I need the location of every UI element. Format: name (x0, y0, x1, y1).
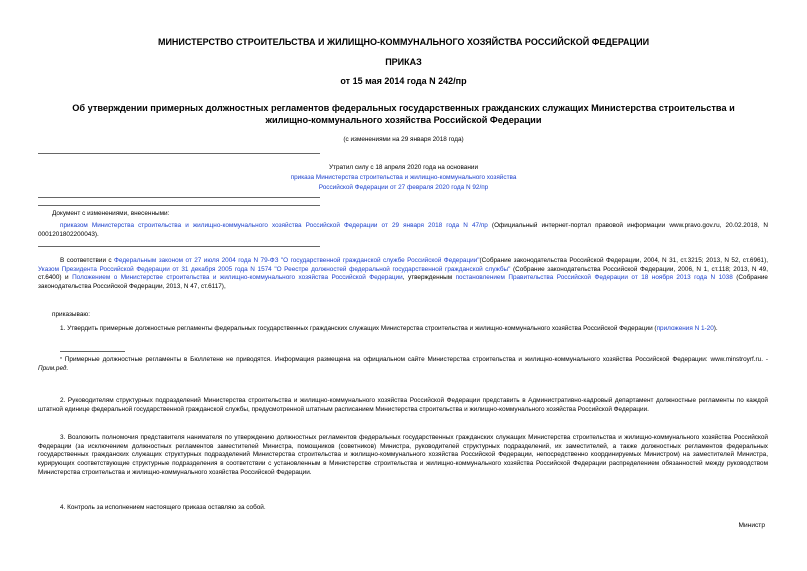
item-3: 3. Возложить полномочия представителя нанимателя по утверждению должностных регламентов федеральных государственных гражданских служащих Министерства строительства и жилищно-коммунального хозяйства Российской Федерации (за исключением должностных регламентов заместителей Министра, помощников (советников) Министра, руководителей структурных подразделений, их заместителей, а также должностных регламентов федеральных государственных гражданских служащих структурных подразделений Министерства строительства и жилищно-коммунального хозяйства Российской Федерации, непосредственно координируемых Министром) на заместителей Министра, курирующих соответствующие структурные подразделения в соответствии с установленным в Министерстве строительства и жилищно-коммунального хозяйства Российской Федерации распределением обязанностей между руководством Министерства строительства и жилищно-коммунального хозяйства Российской Федерации. (38, 434, 768, 476)
order-word: приказываю: (52, 311, 90, 318)
amendments-paragraph: приказом Министерства строительства и жилищно-коммунального хозяйства Российской Федерации от 29 января 2018 года N 47/пр (Официальный интернет-портал правовой информации www.pravo.gov.ru, 20.02.2018, N 0001201802200043). (38, 222, 768, 238)
amendments-label: Документ с изменениями, внесенными: (52, 210, 170, 217)
law-link[interactable]: Федеральным законом от 27 июля 2004 года N 79-ФЗ "О государственной гражданской службе Российской Федерации" (114, 257, 480, 264)
amendment-note: (с изменениями на 29 января 2018 года) (343, 136, 464, 143)
divider (38, 153, 320, 154)
signature: Министр (738, 522, 765, 529)
resolution-link[interactable]: постановлением Правительства Российской Федерации от 18 ноября 2013 года N 1038 (455, 274, 733, 282)
preamble-paragraph: В соответствии с Федеральным законом от 27 июля 2004 года N 79-ФЗ "О государственной гражданской службе Российской Федерации"(Собрание законодательства Российской Федерации, 2004, N 31, ст.3215; 2013, N 52, ст.6961), Указом Президента Российской Федерации от 31 декабря 2005 года N 1574 "О Реестре должностей федеральной государственной гражданской службы" (Собрание законодательства Российской Федерации, 2006, N 1, ст.118; 2013, N 49, ст.6400) и Положением о Министерстве строительства и жилищно-коммунального хозяйства Российской Федерации, утвержденным постановлением Правительства Российской Федерации от 18 ноября 2013 года N 1038 (Собрание законодательства Российской Федерации, 2013, N 47, ст.6117), (38, 257, 769, 291)
ministry-heading: МИНИСТЕРСТВО СТРОИТЕЛЬСТВА И ЖИЛИЩНО-КОММУНАЛЬНОГО ХОЗЯЙСТВА РОССИЙСКОЙ ФЕДЕРАЦИИ (157, 37, 650, 47)
doc-date: от 15 мая 2014 года N 242/пр (340, 76, 467, 86)
doc-type: ПРИКАЗ (385, 57, 422, 67)
repeal-link-1[interactable]: приказа Министерства строительства и жилищно-коммунального хозяйства (290, 174, 517, 181)
amendment-link[interactable]: приказом Министерства строительства и жилищно-коммунального хозяйства Российской Федерации от 29 января 2018 года N 47/пр (60, 222, 488, 229)
doc-title: Об утверждении примерных должностных регламентов федеральных государственных гражданских служащих Министерства строительства и жилищно-коммунального хозяйства Российской Федерации (72, 103, 735, 125)
item-2: 2. Руководителям структурных подразделений Министерства строительства и жилищно-коммунального хозяйства Российской Федерации представить в Административно-кадровый департамент должностные регламенты по каждой штатной единице федеральной государственной гражданской службы, предусмотренной штатным расписанием Министерства строительства и жилищно-коммунального хозяйства Российской Федерации. (38, 397, 768, 413)
divider (38, 246, 320, 247)
footnote: * Примерные должностные регламенты в Бюллетене не приводятся. Информация размещена на официальном сайте Министерства строительства и жилищно-коммунального хозяйства Российской Федерации: www.minstroyrf.ru. - Прим.ред. (38, 356, 768, 372)
appendix-link[interactable]: приложения N 1-20 (656, 325, 714, 332)
divider (38, 197, 320, 198)
repeal-line: Утратил силу с 18 апреля 2020 года на основании (328, 164, 479, 171)
item-4: 4. Контроль за исполнением настоящего приказа оставляю за собой. (60, 504, 266, 511)
repeal-link-2[interactable]: Российской Федерации от 27 февраля 2020 года N 92/пр (318, 184, 489, 191)
divider (38, 205, 320, 206)
item-1: 1. Утвердить примерные должностные регламенты федеральных государственных гражданских служащих Министерства строительства и жилищно-коммунального хозяйства Российской Федерации (приложения N 1-20). (60, 325, 718, 332)
footnote-divider (60, 351, 125, 352)
regulation-link[interactable]: Положением о Министерстве строительства и жилищно-коммунального хозяйства Российской Федерации (72, 274, 403, 282)
decree-link[interactable]: Указом Президента Российской Федерации от 31 декабря 2005 года N 1574 "О Реестре должностей федеральной государственной гражданской службы" (38, 265, 511, 273)
